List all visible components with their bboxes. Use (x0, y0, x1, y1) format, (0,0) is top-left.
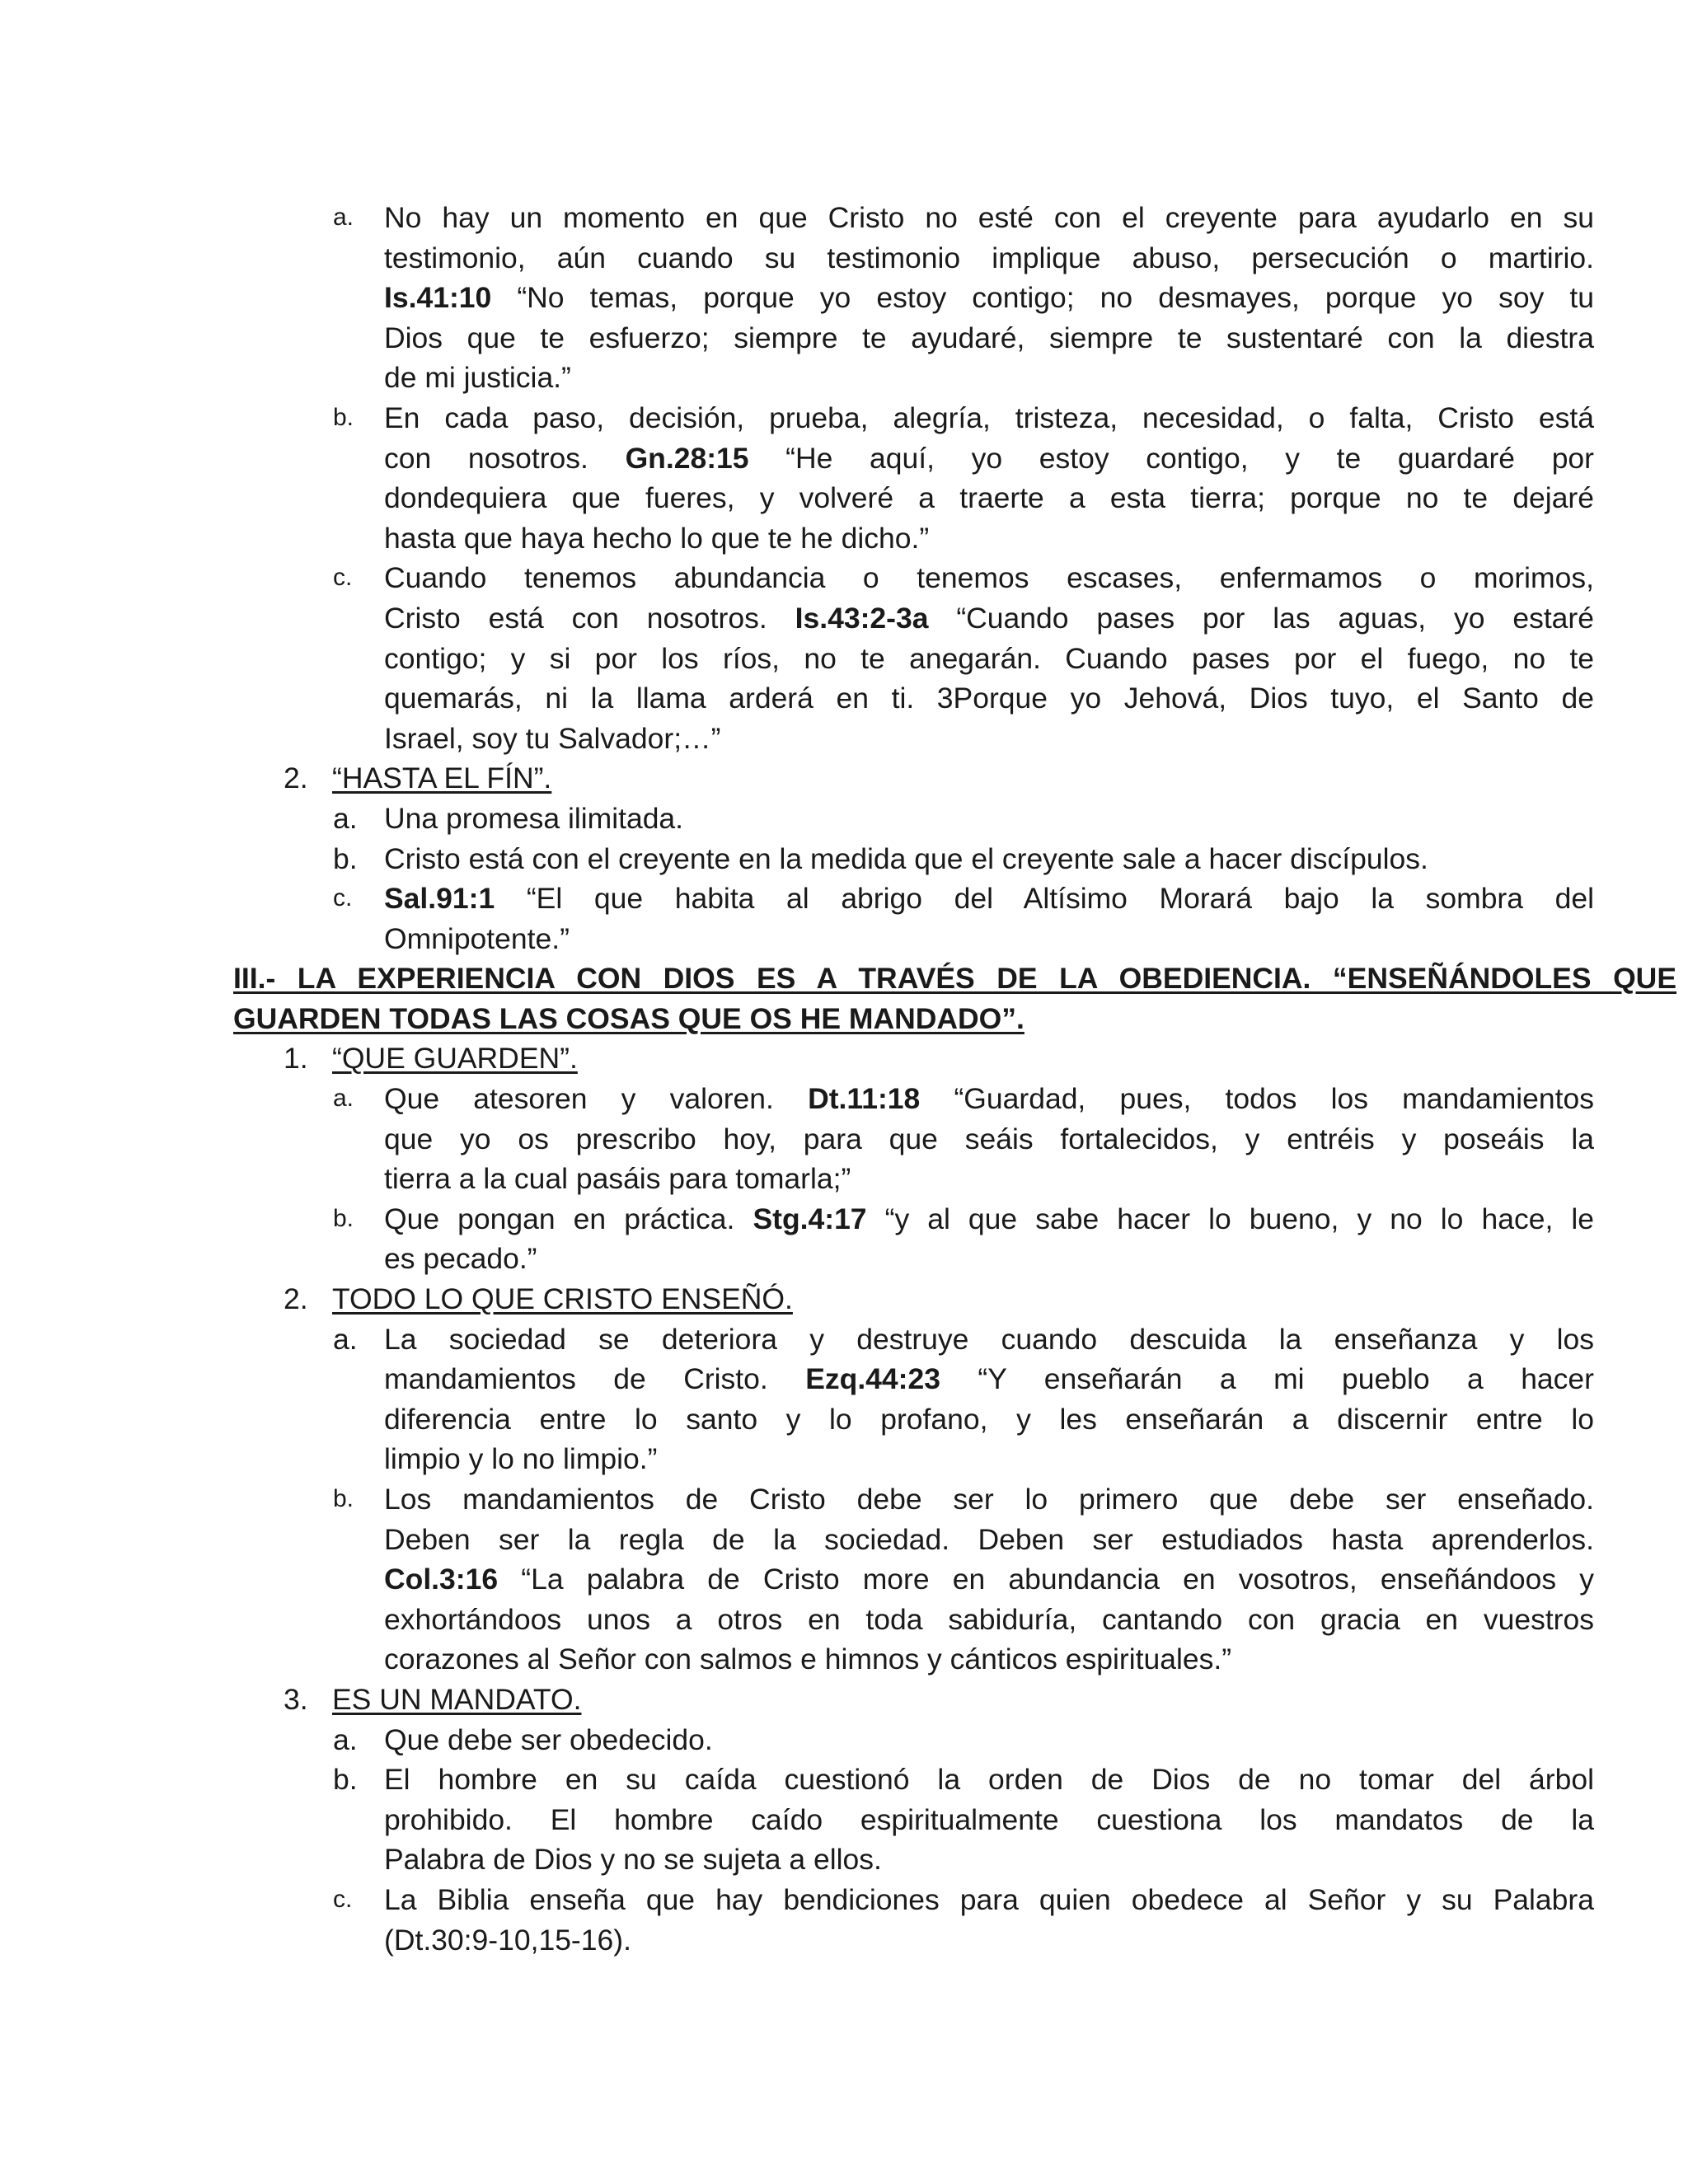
list-item-a (0, 1720, 1688, 1760)
list-item-b (0, 1199, 1688, 1240)
item-text-line: Una promesa ilimitada. (384, 801, 684, 835)
document-body (0, 198, 1688, 1960)
list-item-a (0, 198, 1688, 238)
item-text-line: Israel, soy tu Salvador;…” (384, 721, 721, 755)
text-run: Que atesoren y valoren. (384, 1082, 809, 1116)
list-item-c (0, 558, 1688, 598)
text-run: Cristo está con nosotros. (384, 601, 795, 635)
text-run: mandamientos de Cristo. (384, 1362, 806, 1396)
item-text-line: Dios que te esfuerzo; siempre te ayudaré, siempre te sustentaré con la diestra (384, 321, 1594, 354)
item-text-line-row (0, 358, 1688, 398)
section-heading (0, 958, 1688, 999)
numbered-point-1 (0, 1038, 1688, 1079)
item-text-line: hasta que haya hecho lo que te he dicho.” (384, 521, 930, 555)
list-item-b (0, 398, 1688, 438)
bible-reference: Is.43:2-3a (795, 601, 929, 635)
point-number: 2. (284, 1282, 308, 1316)
section-heading-line: GUARDEN TODAS LAS COSAS QUE OS HE MANDADO”. (233, 1001, 1025, 1035)
point-title: TODO LO QUE CRISTO ENSEÑÓ. (332, 1282, 793, 1316)
item-marker: a. (333, 801, 358, 835)
item-text-line-row (0, 678, 1688, 719)
numbered-point-2 (0, 758, 1688, 799)
point-title: “QUE GUARDEN”. (332, 1042, 578, 1076)
item-text-line-row (0, 1600, 1688, 1640)
item-text-line (384, 278, 1594, 318)
item-text-line (384, 438, 1594, 479)
item-text-line-row (0, 1359, 1688, 1399)
item-text-line: Deben ser la regla de la sociedad. Deben ser estudiados hasta aprenderlos. (384, 1522, 1594, 1556)
quote-text: “Y enseñarán a mi pueblo a hacer (940, 1362, 1594, 1396)
item-text-line (384, 1079, 1594, 1119)
section-heading-row (0, 999, 1688, 1039)
point-number: 2. (284, 762, 308, 795)
quote-text: “He aquí, yo estoy contigo, y te guardaré por (748, 441, 1595, 475)
item-text-line: diferencia entre lo santo y lo profano, y les enseñarán a discernir entre lo (384, 1402, 1594, 1436)
quote-text: “El que habita al abrigo del Altísimo Morará bajo la sombra del (495, 882, 1594, 916)
bible-reference: Gn.28:15 (625, 441, 749, 475)
item-text-line-row (0, 1800, 1688, 1840)
item-marker: c. (333, 884, 353, 912)
item-text-line-row (0, 1119, 1688, 1160)
item-text-line-row (0, 1439, 1688, 1479)
point-number: 3. (284, 1682, 308, 1716)
item-marker: a. (333, 1722, 358, 1756)
quote-text: “La palabra de Cristo more en abundancia en vosotros, enseñándoos y (498, 1563, 1594, 1596)
item-marker: b. (333, 841, 358, 875)
item-text-line-row (0, 919, 1688, 959)
item-text-line-row (0, 318, 1688, 359)
item-marker: b. (333, 403, 354, 431)
text-run: Que pongan en práctica. (384, 1202, 753, 1235)
item-text-line: limpio y lo no limpio.” (384, 1442, 658, 1476)
item-text-line: Cristo está con el creyente en la medida que el creyente sale a hacer discípulos. (384, 841, 1428, 875)
item-text-line: prohibido. El hombre caído espiritualmente cuestiona los mandatos de la (384, 1802, 1594, 1836)
bible-reference: Col.3:16 (384, 1563, 499, 1596)
item-text-line: de mi justicia.” (384, 361, 571, 395)
numbered-point-2 (0, 1279, 1688, 1319)
item-marker: b. (333, 1763, 358, 1797)
list-item-b (0, 1479, 1688, 1520)
item-text-line-row (0, 1639, 1688, 1680)
item-marker: c. (333, 564, 353, 592)
item-text-line (384, 598, 1594, 639)
item-text-line-row (0, 278, 1688, 318)
item-text-line: Que debe ser obedecido. (384, 1722, 713, 1756)
item-marker: b. (333, 1204, 354, 1232)
item-text-line-row (0, 1920, 1688, 1961)
item-text-line-row (0, 438, 1688, 479)
list-item-a (0, 1079, 1688, 1119)
quote-text: “No temas, porque yo estoy contigo; no desmayes, porque yo soy tu (491, 281, 1594, 315)
item-marker: c. (333, 1885, 353, 1913)
item-text-line: No hay un momento en que Cristo no esté con el creyente para ayudarlo en su (384, 201, 1594, 234)
item-text-line: Palabra de Dios y no se sujeta a ellos. (384, 1843, 882, 1877)
list-item-c (0, 1880, 1688, 1920)
list-item-b (0, 839, 1688, 879)
quote-text: “Cuando pases por las aguas, yo estaré (928, 601, 1594, 635)
item-text-line: corazones al Señor con salmos e himnos y cánticos espirituales.” (384, 1643, 1232, 1676)
bible-reference: Is.41:10 (384, 281, 492, 315)
item-text-line: En cada paso, decisión, prueba, alegría, tristeza, necesidad, o falta, Cristo está (384, 401, 1594, 434)
quote-text: “y al que sabe hacer lo bueno, y no lo hace, le (866, 1202, 1595, 1235)
item-text-line: Omnipotente.” (384, 921, 570, 955)
point-title: ES UN MANDATO. (332, 1682, 582, 1716)
item-marker: a. (333, 204, 354, 231)
text-run: con nosotros. (384, 441, 626, 475)
item-text-line-row (0, 1520, 1688, 1560)
bible-reference: Stg.4:17 (753, 1202, 867, 1235)
item-text-line-row (0, 719, 1688, 759)
item-text-line-row (0, 478, 1688, 518)
point-number: 1. (284, 1042, 308, 1076)
item-text-line: Los mandamientos de Cristo debe ser lo primero que debe ser enseñado. (384, 1483, 1594, 1516)
item-text-line: contigo; y si por los ríos, no te anegarán. Cuando pases por el fuego, no te (384, 641, 1594, 675)
item-text-line: La sociedad se deteriora y destruye cuando descuida la enseñanza y los (384, 1322, 1594, 1356)
item-text-line-row (0, 1559, 1688, 1600)
item-text-line (384, 879, 1594, 919)
item-text-line-row (0, 639, 1688, 679)
numbered-point-3 (0, 1680, 1688, 1720)
item-text-line: exhortándoos unos a otros en toda sabiduría, cantando con gracia en vuestros (384, 1602, 1594, 1636)
quote-text: “Guardad, pues, todos los mandamientos (920, 1082, 1594, 1116)
point-title: “HASTA EL FÍN”. (332, 762, 552, 795)
item-text-line: (Dt.30:9-10,15-16). (384, 1923, 631, 1957)
item-text-line: El hombre en su caída cuestionó la orden de Dios de no tomar del árbol (384, 1763, 1594, 1797)
item-text-line (384, 1359, 1594, 1399)
item-text-line-row (0, 238, 1688, 279)
item-marker: b. (333, 1485, 354, 1512)
bible-reference: Sal.91:1 (384, 882, 495, 916)
item-text-line-row (0, 1840, 1688, 1880)
item-text-line-row (0, 598, 1688, 639)
item-text-line: La Biblia enseña que hay bendiciones para quien obedece al Señor y su Palabra (384, 1882, 1594, 1916)
section-heading-line: III.- LA EXPERIENCIA CON DIOS ES A TRAVÉS DE LA OBEDIENCIA. “ENSEÑÁNDOLES QUE (233, 962, 1676, 996)
item-marker: a. (333, 1085, 354, 1113)
item-text-line: testimonio, aún cuando su testimonio implique abuso, persecución o martirio. (384, 241, 1594, 274)
item-text-line-row (0, 518, 1688, 559)
item-text-line (384, 1559, 1594, 1600)
item-text-line: quemarás, ni la llama arderá en ti. 3Porque yo Jehová, Dios tuyo, el Santo de (384, 682, 1594, 715)
item-marker: a. (333, 1322, 358, 1356)
list-item-c (0, 879, 1688, 919)
item-text-line-row (0, 1399, 1688, 1440)
list-item-b (0, 1760, 1688, 1800)
item-text-line: tierra a la cual pasáis para tomarla;” (384, 1162, 851, 1196)
bible-reference: Ezq.44:23 (805, 1362, 940, 1396)
item-text-line (384, 1199, 1594, 1240)
list-item-a (0, 799, 1688, 839)
item-text-line: es pecado.” (384, 1242, 537, 1276)
item-text-line: dondequiera que fueres, y volveré a traerte a esta tierra; porque no te dejaré (384, 481, 1594, 515)
item-text-line: Cuando tenemos abundancia o tenemos escases, enfermamos o morimos, (384, 561, 1594, 595)
item-text-line: que yo os prescribo hoy, para que seáis fortalecidos, y entréis y poseáis la (384, 1122, 1594, 1155)
item-text-line-row (0, 1159, 1688, 1199)
item-text-line-row (0, 1239, 1688, 1279)
list-item-a (0, 1319, 1688, 1360)
bible-reference: Dt.11:18 (808, 1082, 921, 1116)
